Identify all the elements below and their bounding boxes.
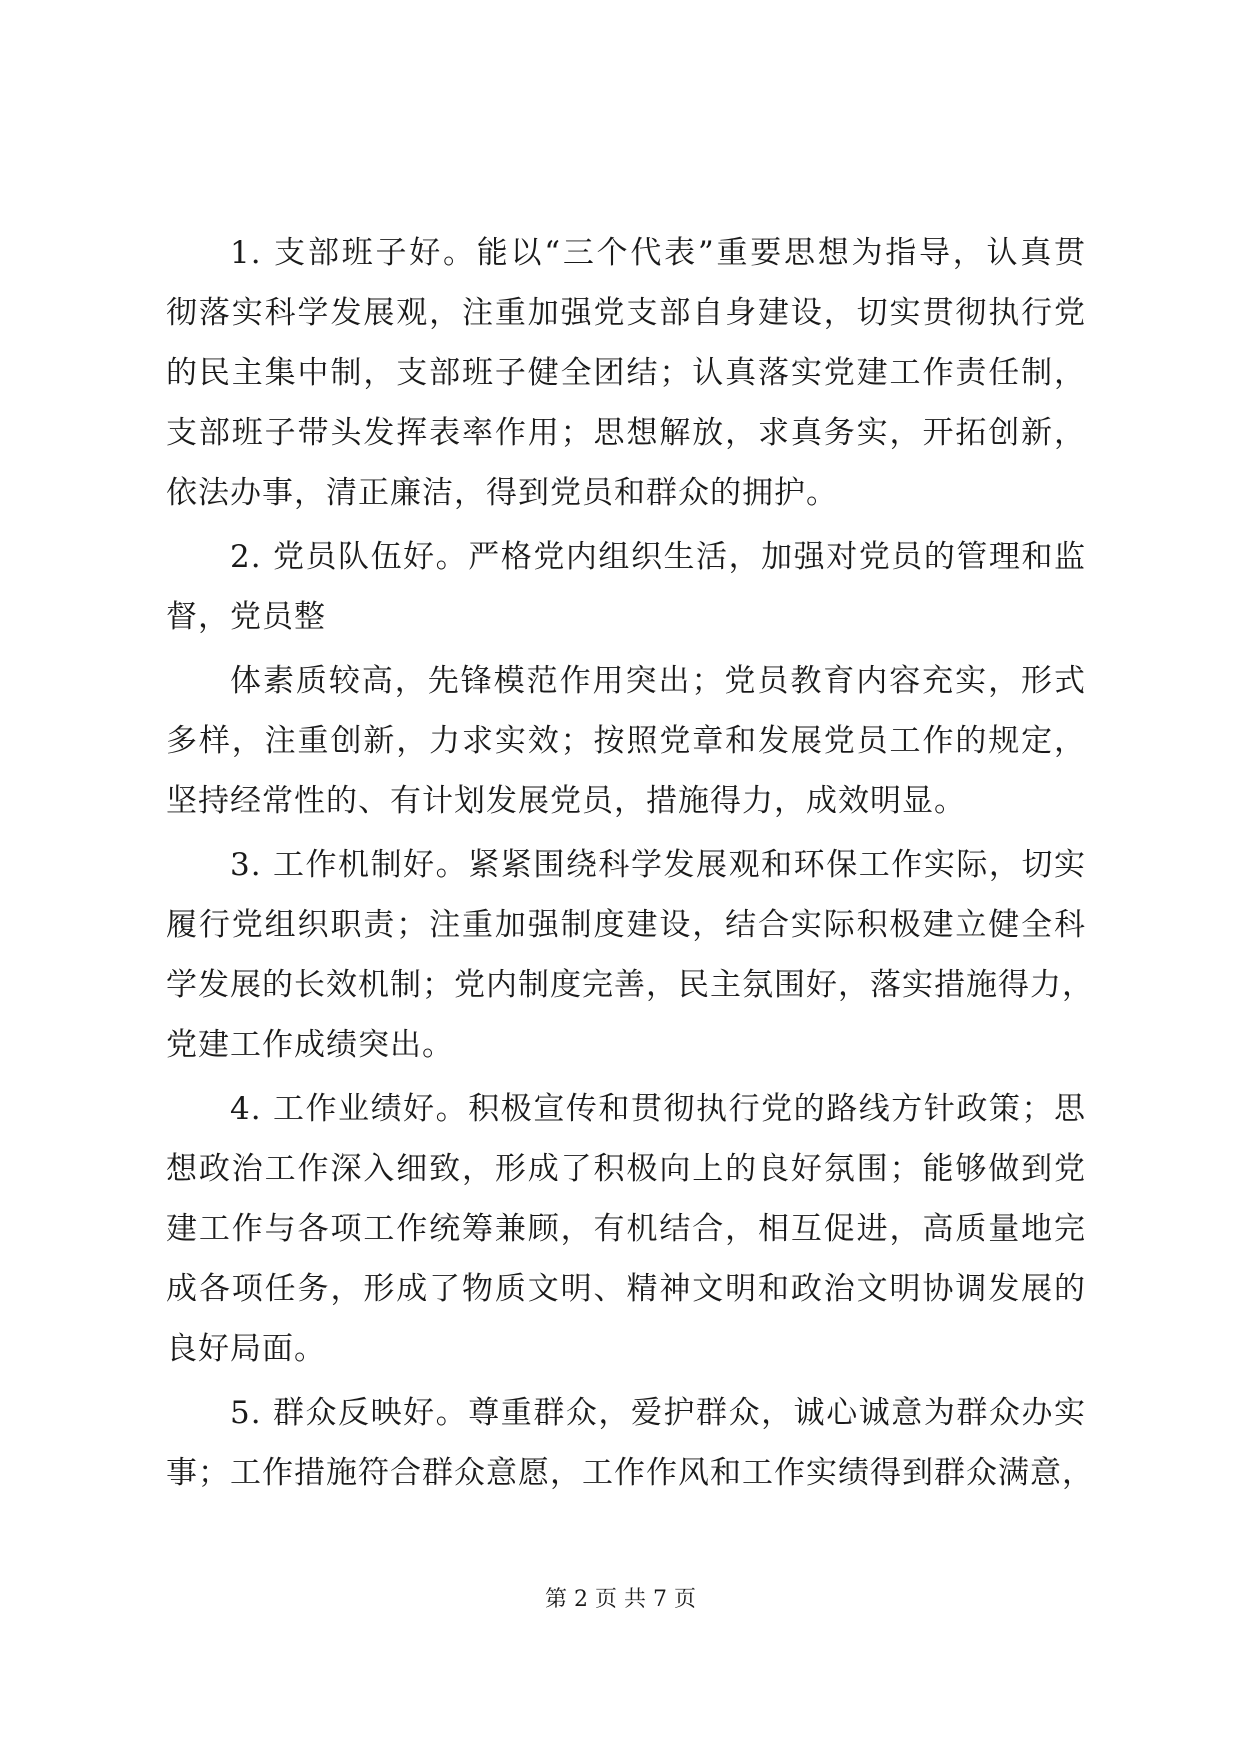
text-line: 党建工作成绩突出。 — [166, 1027, 454, 1063]
text-line: 学发展的长效机制；党内制度完善，民主氛围好，落实措施得力， — [166, 967, 1094, 1003]
text-line: 坚持经常性的、有计划发展党员，措施得力，成效明显。 — [166, 783, 966, 819]
text-line: 3. 工作机制好。紧紧围绕科学发展观和环保工作实际，切实 — [230, 847, 1086, 883]
text-line: 5. 群众反映好。尊重群众，爱护群众，诚心诚意为群众办实 — [230, 1395, 1086, 1431]
text-line: 事；工作措施符合群众意愿，工作作风和工作实绩得到群众满意， — [166, 1455, 1094, 1491]
text-line: 良好局面。 — [166, 1331, 326, 1367]
text-line: 支部班子带头发挥表率作用；思想解放，求真务实，开拓创新， — [166, 415, 1086, 451]
text-line: 履行党组织职责；注重加强制度建设，结合实际积极建立健全科 — [166, 907, 1086, 943]
text-line: 督，党员整 — [166, 599, 326, 635]
text-line: 成各项任务，形成了物质文明、精神文明和政治文明协调发展的 — [166, 1271, 1086, 1307]
text-line: 建工作与各项工作统筹兼顾，有机结合，相互促进，高质量地完 — [166, 1211, 1086, 1247]
text-line: 的民主集中制，支部班子健全团结；认真落实党建工作责任制， — [166, 355, 1086, 391]
text-line: 多样，注重创新，力求实效；按照党章和发展党员工作的规定， — [166, 723, 1086, 759]
text-line: 体素质较高，先锋模范作用突出；党员教育内容充实，形式 — [230, 663, 1086, 699]
text-line: 2. 党员队伍好。严格党内组织生活，加强对党员的管理和监 — [230, 539, 1086, 575]
text-line: 想政治工作深入细致，形成了积极向上的良好氛围；能够做到党 — [166, 1151, 1086, 1187]
document-body — [166, 223, 1094, 1503]
page-footer: 第 2 页 共 7 页 — [545, 1587, 696, 1612]
text-line: 4. 工作业绩好。积极宣传和贯彻执行党的路线方针政策；思 — [230, 1091, 1086, 1127]
text-line: 1. 支部班子好。能以“三个代表”重要思想为指导，认真贯 — [230, 235, 1086, 271]
text-line: 彻落实科学发展观，注重加强党支部自身建设，切实贯彻执行党 — [166, 295, 1086, 331]
text-line: 依法办事，清正廉洁，得到党员和群众的拥护。 — [166, 475, 838, 511]
